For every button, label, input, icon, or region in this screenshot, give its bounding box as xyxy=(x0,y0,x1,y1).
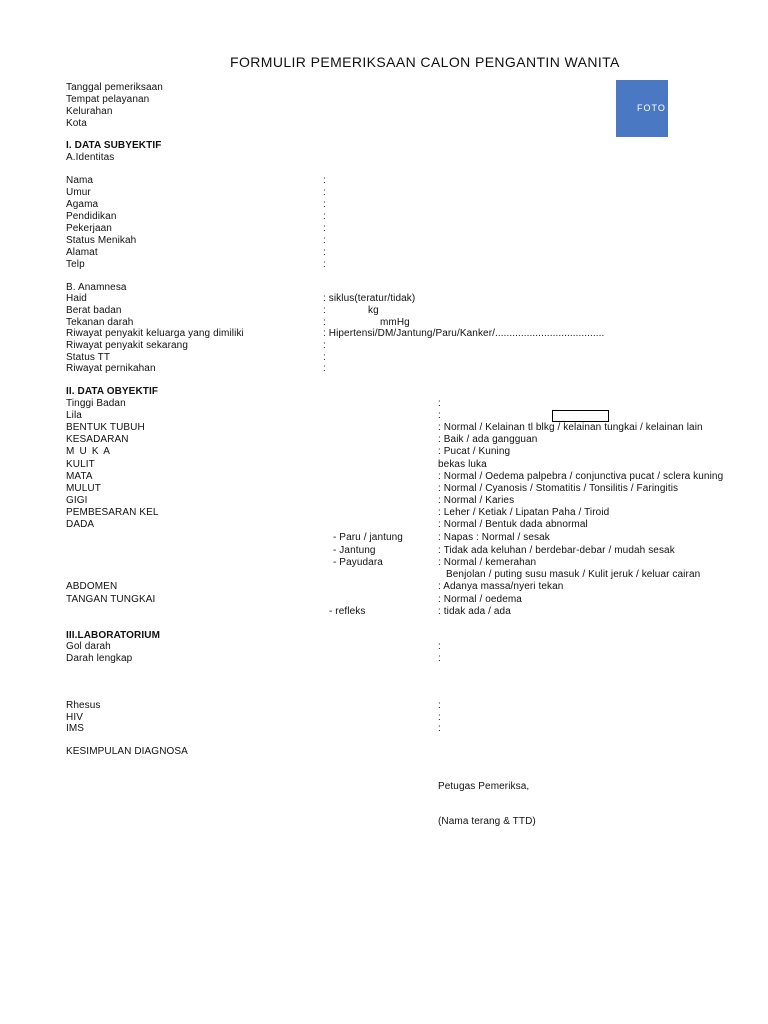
dada-sub-value: : Napas : Normal / sesak xyxy=(438,532,550,543)
identitas-label: Pekerjaan xyxy=(66,223,112,234)
section-heading-subjective: I. DATA SUBYEKTIF xyxy=(66,140,162,151)
anamnesa-sep: : xyxy=(323,352,326,363)
conclusion-label: KESIMPULAN DIAGNOSA xyxy=(66,746,188,757)
identitas-sep: : xyxy=(323,235,326,246)
dada-sub-label: - Payudara xyxy=(333,557,383,568)
objective-label: Tinggi Badan xyxy=(66,398,126,409)
anamnesa-sep: : xyxy=(323,363,326,374)
identitas-sep: : xyxy=(323,259,326,270)
identitas-sep: : xyxy=(323,211,326,222)
anamnesa-sep: : xyxy=(323,305,326,316)
anamnesa-value: : siklus(teratur/tidak) xyxy=(323,293,416,304)
identitas-heading: A.Identitas xyxy=(66,152,115,163)
photo-placeholder xyxy=(616,80,668,137)
objective-value: : Baik / ada gangguan xyxy=(438,434,538,445)
anamnesa-unit: mmHg xyxy=(380,317,410,328)
dada-sub-label: - Jantung xyxy=(333,545,376,556)
identitas-sep: : xyxy=(323,187,326,198)
anamnesa-label: Riwayat penyakit sekarang xyxy=(66,340,189,351)
dada-sub-label: - Paru / jantung xyxy=(333,532,403,543)
anamnesa-value: : Hipertensi/DM/Jantung/Paru/Kanker/...................................... xyxy=(323,328,605,339)
anamnesa-sep: : xyxy=(323,317,326,328)
header-field-kota: Kota xyxy=(66,118,87,129)
identitas-sep: : xyxy=(323,199,326,210)
objective-label: KESADARAN xyxy=(66,434,129,445)
objective-label: M U K A xyxy=(66,446,112,457)
anamnesa-heading: B. Anamnesa xyxy=(66,282,127,293)
lab-label: Darah lengkap xyxy=(66,653,133,664)
objective-value: : Normal / Bentuk dada abnormal xyxy=(438,519,588,530)
objective-value: : Pucat / Kuning xyxy=(438,446,511,457)
objective-label: DADA xyxy=(66,519,95,530)
identitas-label: Agama xyxy=(66,199,99,210)
objective-label: GIGI xyxy=(66,495,88,506)
lab-sep: : xyxy=(438,712,441,723)
anamnesa-label: Status TT xyxy=(66,352,111,363)
objective-value: : Normal / Cyanosis / Stomatitis / Tonsilitis / Faringitis xyxy=(438,483,679,494)
objective-value: : Normal / oedema xyxy=(438,594,522,605)
header-field-tempat: Tempat pelayanan xyxy=(66,94,150,105)
dada-sub-value: : Tidak ada keluhan / berdebar-debar / mudah sesak xyxy=(438,545,675,556)
section-heading-objective: II. DATA OBYEKTIF xyxy=(66,386,159,397)
objective-label: PEMBESARAN KEL xyxy=(66,507,159,518)
objective-value: : xyxy=(438,398,441,409)
lab-label: IMS xyxy=(66,723,85,734)
identitas-sep: : xyxy=(323,247,326,258)
lab-label: Gol darah xyxy=(66,641,111,652)
refleks-value: : tidak ada / ada xyxy=(438,606,511,617)
officer-label: Petugas Pemeriksa, xyxy=(438,781,530,792)
anamnesa-label: Tekanan darah xyxy=(66,317,134,328)
objective-label: MATA xyxy=(66,471,93,482)
objective-value: : Normal / Oedema palpebra / conjunctiva pucat / sclera kuning xyxy=(438,471,724,482)
identitas-label: Status Menikah xyxy=(66,235,137,246)
objective-label: Lila xyxy=(66,410,82,421)
form-title: FORMULIR PEMERIKSAAN CALON PENGANTIN WANITA xyxy=(230,54,620,70)
refleks-label: - refleks xyxy=(329,606,366,617)
lila-input-box[interactable] xyxy=(552,410,609,422)
lab-label: HIV xyxy=(66,712,83,723)
dada-sub-value: : Normal / kemerahan xyxy=(438,557,537,568)
section-heading-laboratory: III.LABORATORIUM xyxy=(66,630,161,641)
lab-sep: : xyxy=(438,653,441,664)
photo-label: FOTO xyxy=(637,103,666,113)
identitas-label: Alamat xyxy=(66,247,98,258)
anamnesa-label: Riwayat penyakit keluarga yang dimiliki xyxy=(66,328,244,339)
identitas-label: Nama xyxy=(66,175,94,186)
identitas-label: Telp xyxy=(66,259,85,270)
lab-label: Rhesus xyxy=(66,700,101,711)
anamnesa-label: Riwayat pernikahan xyxy=(66,363,156,374)
identitas-label: Pendidikan xyxy=(66,211,117,222)
objective-value: : Normal / Kelainan tl blkg / kelainan tungkai / kelainan lain xyxy=(438,422,703,433)
identitas-label: Umur xyxy=(66,187,91,198)
anamnesa-label: Berat badan xyxy=(66,305,122,316)
identitas-sep: : xyxy=(323,223,326,234)
signature-label: (Nama terang & TTD) xyxy=(438,816,536,827)
objective-label: BENTUK TUBUH xyxy=(66,422,145,433)
objective-label: MULUT xyxy=(66,483,101,494)
lab-sep: : xyxy=(438,641,441,652)
lab-sep: : xyxy=(438,723,441,734)
objective-label: KULIT xyxy=(66,459,95,470)
objective-value: : Adanya massa/nyeri tekan xyxy=(438,581,564,592)
objective-label: TANGAN TUNGKAI xyxy=(66,594,156,605)
objective-value: : xyxy=(438,410,441,421)
anamnesa-sep: : xyxy=(323,340,326,351)
anamnesa-unit: kg xyxy=(368,305,379,316)
objective-label: ABDOMEN xyxy=(66,581,118,592)
lab-sep: : xyxy=(438,700,441,711)
objective-value: bekas luka xyxy=(438,459,487,470)
objective-value: : Normal / Karies xyxy=(438,495,515,506)
identitas-sep: : xyxy=(323,175,326,186)
anamnesa-label: Haid xyxy=(66,293,87,304)
header-field-kelurahan: Kelurahan xyxy=(66,106,113,117)
payudara-extra: Benjolan / puting susu masuk / Kulit jeruk / keluar cairan xyxy=(446,569,701,580)
header-field-tanggal: Tanggal pemeriksaan xyxy=(66,82,163,93)
objective-value: : Leher / Ketiak / Lipatan Paha / Tiroid xyxy=(438,507,610,518)
